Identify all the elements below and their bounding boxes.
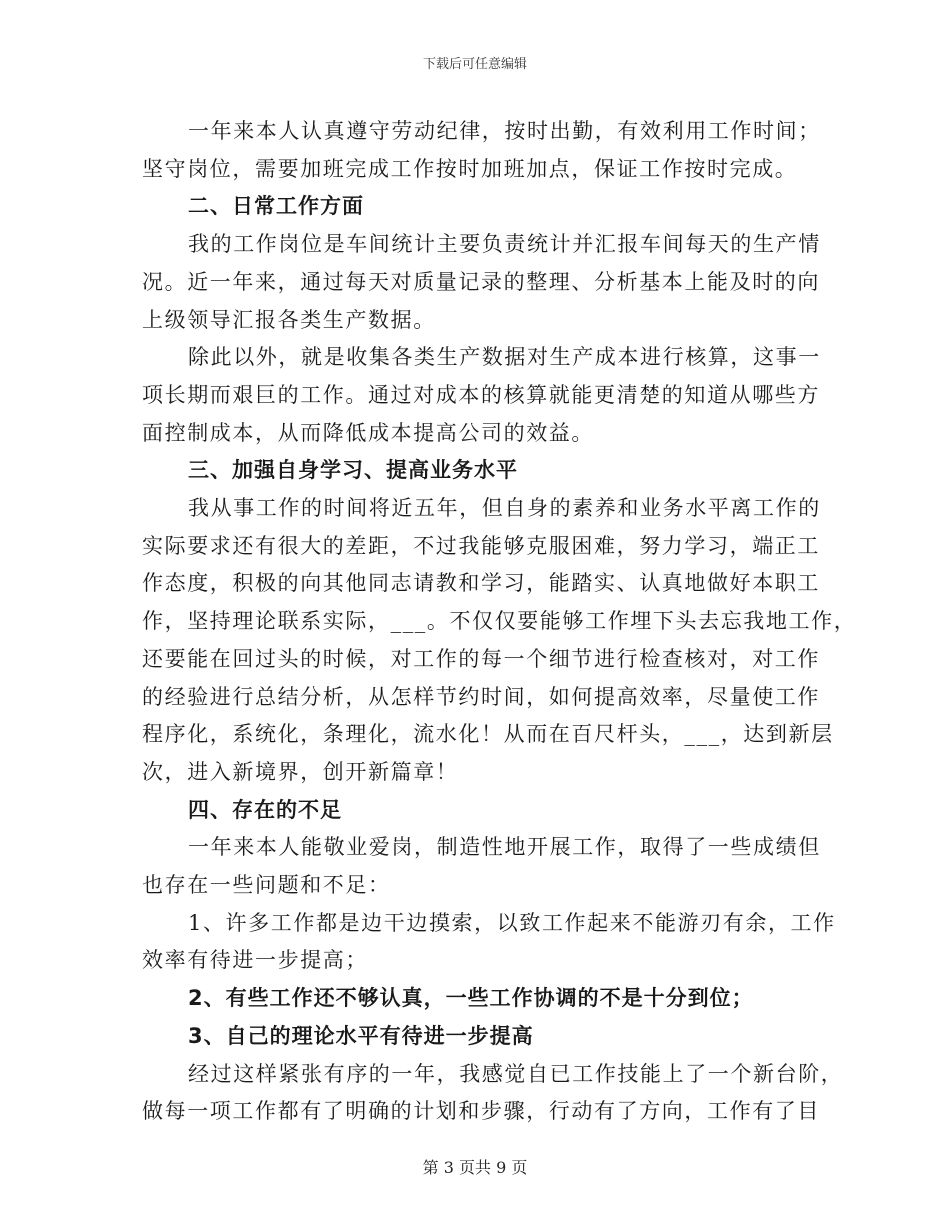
paragraph-line: 坚守岗位，需要加班完成工作按时加班加点，保证工作按时完成。 [142,156,798,181]
section-heading: 3、自己的理论水平有待进一步提高 [188,1023,534,1048]
paragraph-line: 上级领导汇报各类生产数据。 [142,307,436,332]
paragraph-line: 也存在一些问题和不足： [142,873,391,897]
paragraph-line: 做每一项工作都有了明确的计划和步骤，行动有了方向，工作有了目 [142,1099,820,1124]
paragraph-line: 作，坚持理论联系实际，___。不仅仅要能够工作埋下头去忘我地工作， [142,609,857,634]
section-heading: 四、存在的不足 [188,797,342,822]
paragraph-line: 实际要求还有很大的差距，不过我能够克服困难，努力学习，端正工 [142,533,820,558]
section-heading: 2、有些工作还不够认真，一些工作协调的不是十分到位； [188,986,754,1011]
paragraph-line: 我的工作岗位是车间统计主要负责统计并汇报车间每天的生产情 [188,232,821,257]
page-footer: 第 3 页共 9 页 [422,1158,528,1177]
paragraph-line: 程序化，系统化，条理化，流水化！从而在百尺杆头，___，达到新层 [142,722,834,747]
section-heading: 三、加强自身学习、提高业务水平 [188,458,518,483]
section-heading: 二、日常工作方面 [188,194,364,219]
paragraph-line: 面控制成本，从而降低成本提高公司的效益。 [142,420,594,445]
paragraph-line: 我从事工作的时间将近五年，但自身的素养和业务水平离工作的 [188,496,821,520]
paragraph-line: 一年来本人能敬业爱岗，制造性地开展工作，取得了一些成绩但 [188,835,821,860]
paragraph-line: 经过这样紧张有序的一年，我感觉自已工作技能上了一个新台阶， [188,1061,844,1086]
paragraph-line: 1、许多工作都是边干边摸索，以致工作起来不能游刃有余，工作 [188,910,836,935]
paragraph-line: 还要能在回过头的时候，对工作的每一个细节进行检查核对，对工作 [142,646,820,671]
paragraph-line: 效率有待进一步提高； [142,948,368,973]
paragraph-line: 除此以外，就是收集各类生产数据对生产成本进行核算，这事一 [188,345,821,370]
paragraph-line: 况。近一年来，通过每天对质量记录的整理、分析基本上能及时的向 [142,269,820,294]
paragraph-line: 作态度，积极的向其他同志请教和学习，能踏实、认真地做好本职工 [142,571,820,596]
page-header: 下载后可任意编辑 [422,57,527,72]
paragraph-line: 次，进入新境界，创开新篇章！ [142,759,459,784]
paragraph-line: 一年来本人认真遵守劳动纪律，按时出勤，有效利用工作时间； [188,119,821,143]
paragraph-line: 的经验进行总结分析，从怎样节约时间，如何提高效率，尽量使工作 [142,684,820,709]
paragraph-line: 项长期而艰巨的工作。通过对成本的核算就能更清楚的知道从哪些方 [142,382,820,407]
